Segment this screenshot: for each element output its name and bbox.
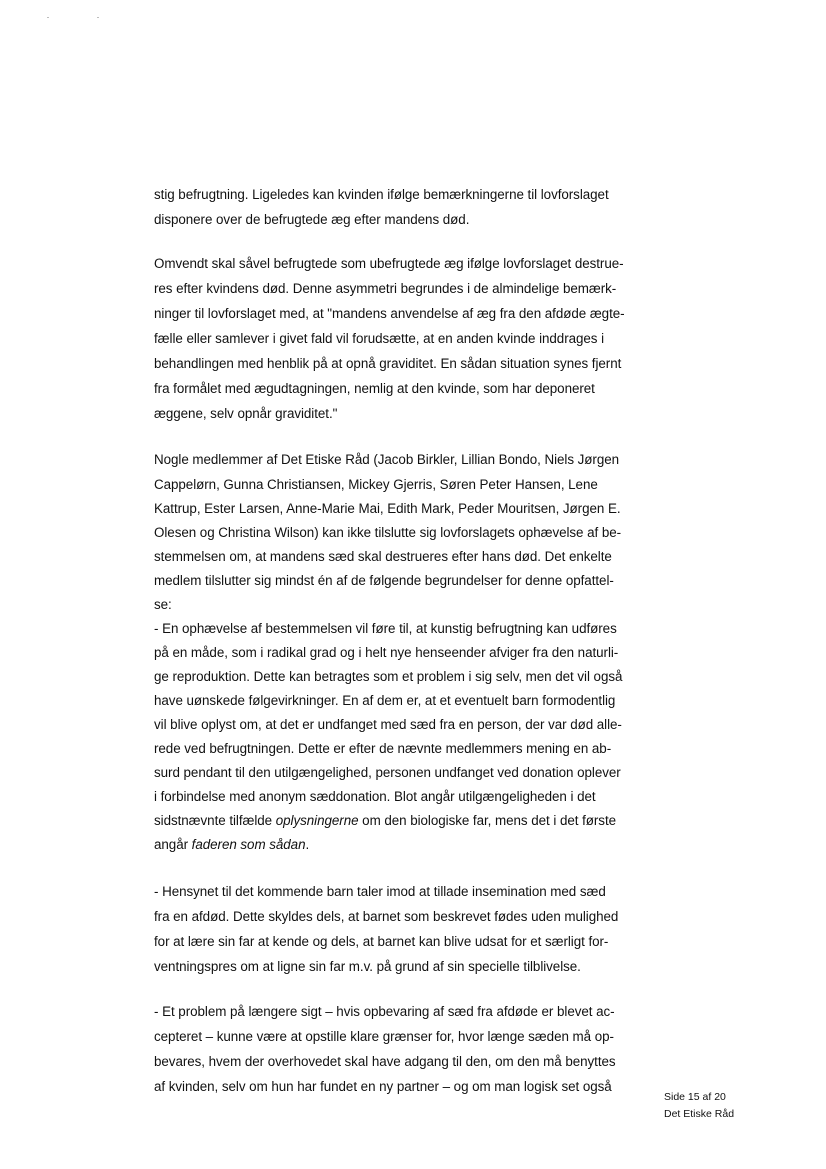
emphasis-text: oplysningerne: [275, 813, 359, 828]
body-text-line: cepteret – kunne være at opstille klare grænser for, hvor længe sæden må op-: [154, 1029, 614, 1044]
body-text-line: se:: [154, 597, 172, 612]
emphasis-text: faderen som sådan: [191, 837, 306, 852]
body-text-line: i forbindelse med anonym sæddonation. Blot angår utilgængeligheden i det: [154, 789, 596, 804]
body-text-line: behandlingen med henblik på at opnå graviditet. En sådan situation synes fjernt: [154, 356, 622, 371]
body-text-line: - En ophævelse af bestemmelsen vil føre til, at kunstig befrugtning kan udføres: [154, 621, 617, 636]
body-text-line: Nogle medlemmer af Det Etiske Råd (Jacob Birkler, Lillian Bondo, Niels Jørgen: [154, 452, 620, 467]
body-text-line: rede ved befrugtningen. Dette er efter de nævnte medlemmers mening en ab-: [154, 741, 612, 756]
body-text-line: æggene, selv opnår graviditet.": [154, 406, 338, 421]
body-text-line: - Hensynet til det kommende barn taler imod at tillade insemination med sæd: [154, 884, 606, 899]
body-text-line: Olesen og Christina Wilson) kan ikke tilslutte sig lovforslagets ophævelse af be-: [154, 525, 622, 540]
body-text-line: stemmelsen om, at mandens sæd skal destrueres efter hans død. Det enkelte: [154, 549, 612, 564]
body-text-line: på en måde, som i radikal grad og i helt nye henseender afviger fra den naturli-: [154, 645, 619, 660]
body-text-line: stig befrugtning. Ligeledes kan kvinden ifølge bemærkningerne til lovforslaget: [154, 187, 609, 202]
body-text-line: ninger til lovforslaget med, at "mandens anvendelse af æg fra den afdøde ægte-: [154, 306, 625, 321]
body-text-line: fra en afdød. Dette skyldes dels, at barnet som beskrevet fødes uden mulighed: [154, 909, 619, 924]
body-text-line: ge reproduktion. Dette kan betragtes som et problem i sig selv, men det vil også: [154, 669, 623, 684]
body-text-line: sidstnævnte tilfælde oplysningerne om den biologiske far, mens det i det første: [154, 813, 617, 828]
body-text-line: angår faderen som sådan.: [154, 837, 310, 852]
scan-artifact: [97, 17, 99, 18]
body-text-line: res efter kvindens død. Denne asymmetri begrundes i de almindelige bemærk-: [154, 281, 617, 296]
body-text-line: af kvinden, selv om hun har fundet en ny partner – og om man logisk set også: [154, 1079, 612, 1094]
body-text-line: for at lære sin far at kende og dels, at barnet kan blive udsat for et særligt for-: [154, 934, 609, 949]
body-text-line: surd pendant til den utilgængelighed, personen undfanget ved donation oplever: [154, 765, 621, 780]
body-text-line: Omvendt skal såvel befrugtede som ubefrugtede æg ifølge lovforslaget destrue-: [154, 256, 624, 271]
scan-artifact: [47, 17, 49, 18]
body-text-line: ventningspres om at ligne sin far m.v. på grund af sin specielle tilblivelse.: [154, 959, 581, 974]
footer-organization: Det Etiske Råd: [664, 1108, 735, 1120]
body-text-line: fælle eller samlever i givet fald vil forudsætte, at en anden kvinde inddrages i: [154, 331, 605, 346]
page-number: Side 15 af 20: [664, 1091, 726, 1103]
body-text-line: medlem tilslutter sig mindst én af de følgende begrundelser for denne opfattel-: [154, 573, 614, 588]
body-text-line: vil blive oplyst om, at det er undfanget med sæd fra en person, der var død alle-: [154, 717, 622, 732]
body-text-line: Kattrup, Ester Larsen, Anne-Marie Mai, Edith Mark, Peder Mouritsen, Jørgen E.: [154, 501, 621, 516]
body-text-line: disponere over de befrugtede æg efter mandens død.: [154, 212, 470, 227]
body-text-line: fra formålet med ægudtagningen, nemlig at den kvinde, som har deponeret: [154, 381, 595, 396]
body-text-line: - Et problem på længere sigt – hvis opbevaring af sæd fra afdøde er blevet ac-: [154, 1004, 615, 1019]
body-text-line: have uønskede følgevirkninger. En af dem er, at et eventuelt barn formodentlig: [154, 693, 616, 708]
body-text-line: Cappelørn, Gunna Christiansen, Mickey Gjerris, Søren Peter Hansen, Lene: [154, 477, 598, 492]
body-text-line: bevares, hvem der overhovedet skal have adgang til den, om den må benyttes: [154, 1054, 616, 1069]
